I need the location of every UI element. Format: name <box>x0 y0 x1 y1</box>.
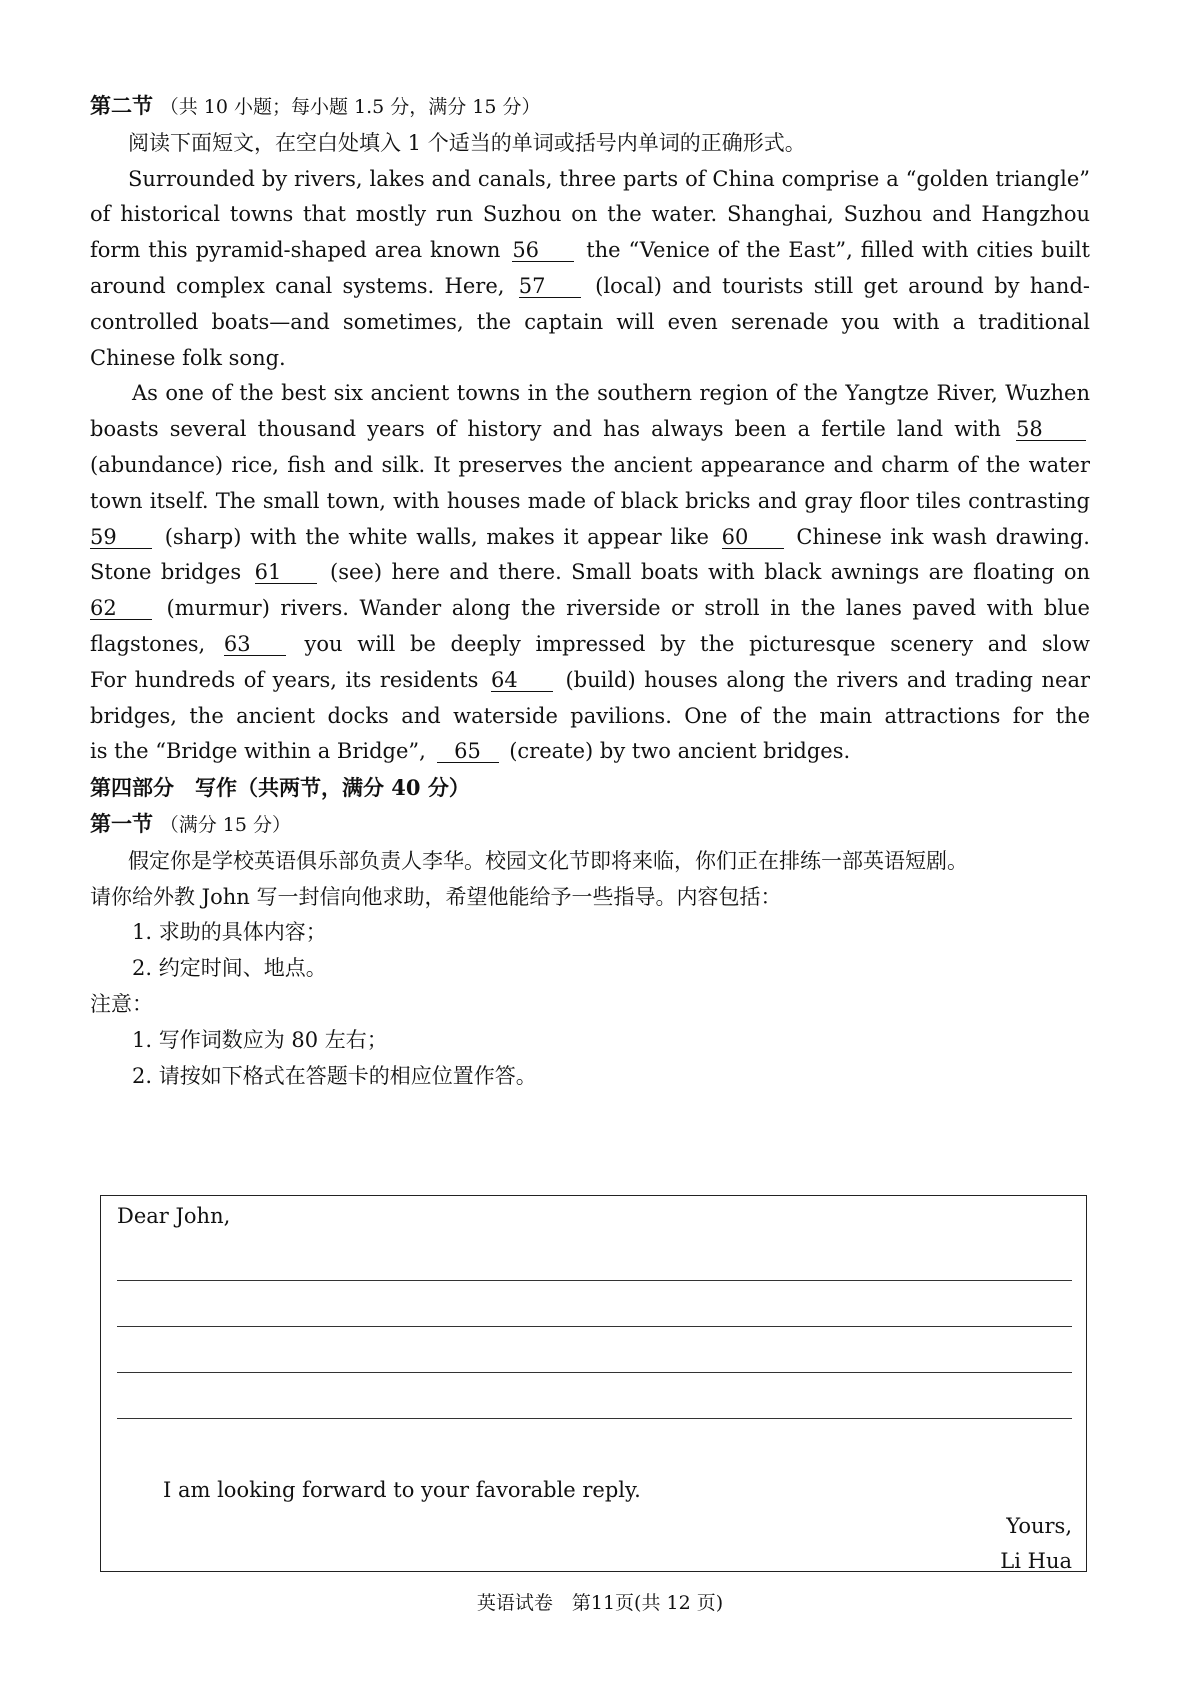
passage-text: (murmur) rivers. Wander along the riverside or stroll in the lanes paved with blue <box>166 596 1090 621</box>
letter-yours: Yours, <box>1006 1514 1072 1538</box>
passage-line: As one of the best six ancient towns in the southern region of the Yangtze River, Wuzhen <box>132 381 1090 406</box>
passage-line: (abundance) rice, fish and silk. It preserves the ancient appearance and charm of the water <box>90 452 1090 477</box>
letter-closing: I am looking forward to your favorable reply. <box>163 1478 641 1502</box>
passage-text: the “Venice of the East”, filled with cities built <box>586 238 1090 263</box>
section2-instruction: 阅读下面短文，在空白处填入 1 个适当的单词或括号内单词的正确形式。 <box>128 130 806 155</box>
passage-line <box>90 269 1090 305</box>
passage-line <box>90 233 1090 269</box>
blank-64: 64 <box>491 669 553 692</box>
blank-62: 62 <box>90 597 152 620</box>
passage-text: you will be deeply impressed by the picturesque scenery and slow <box>304 631 1090 656</box>
part4-section1-heading <box>90 806 1090 844</box>
writing-prompt: 假定你是学校英语俱乐部负责人李华。校园文化节即将来临，你们正在排练一部英语短剧。 <box>128 848 968 873</box>
letter-signature: Li Hua <box>1000 1549 1072 1573</box>
letter-answer-box <box>100 1195 1087 1572</box>
writing-line <box>117 1372 1072 1373</box>
writing-line <box>117 1418 1072 1419</box>
note-title: 注意： <box>90 991 153 1016</box>
note-item: 1. 写作词数应为 80 左右； <box>132 1027 388 1052</box>
passage-text: flagstones, <box>90 631 206 656</box>
note-item: 2. 请按如下格式在答题卡的相应位置作答。 <box>132 1063 537 1088</box>
passage-line: Chinese folk song. <box>90 345 286 370</box>
blank-63: 63 <box>224 633 286 656</box>
writing-line <box>117 1326 1072 1327</box>
writing-prompt: 请你给外教 John 写一封信向他求助，希望他能给予一些指导。内容包括： <box>90 884 782 909</box>
passage-line: controlled boats—and sometimes, the captain will even serenade you with a traditional <box>90 309 1090 334</box>
passage-line <box>90 734 1090 770</box>
passage-text: Stone bridges <box>90 560 242 585</box>
blank-61: 61 <box>255 561 317 584</box>
blank-56: 56 <box>512 239 574 262</box>
passage-line: town itself. The small town, with houses made of black bricks and gray floor tiles contrasting <box>90 488 1090 513</box>
blank-58: 58 <box>1016 418 1086 441</box>
part4-section1-meta: （满分 15 分） <box>159 813 291 836</box>
passage-line <box>90 555 1090 591</box>
section2-heading <box>90 88 1090 126</box>
letter-greeting: Dear John, <box>117 1204 231 1228</box>
passage-text: around complex canal systems. Here, <box>90 273 505 298</box>
section2-meta: （共 10 小题；每小题 1.5 分，满分 15 分） <box>159 96 541 118</box>
passage-text: form this pyramid-shaped area known <box>90 238 501 263</box>
passage-text: Chinese ink wash drawing. <box>796 524 1090 549</box>
passage-text: is the “Bridge within a Bridge”, <box>90 739 426 764</box>
passage-line: Surrounded by rivers, lakes and canals, three parts of China comprise a “golden triangle” <box>128 166 1090 191</box>
passage-line <box>90 627 1090 663</box>
exam-page <box>90 88 1090 1094</box>
passage-line: bridges, the ancient docks and waterside pavilions. One of the main attractions for the <box>90 703 1090 728</box>
passage-text: (sharp) with the white walls, makes it appear like <box>164 524 709 549</box>
blank-59: 59 <box>90 526 152 549</box>
passage-text: (local) and tourists still get around by hand- <box>595 273 1090 298</box>
section2-title: 第二节 <box>90 93 153 118</box>
passage-line <box>90 520 1090 556</box>
passage-text: (create) by two ancient bridges. <box>509 739 851 764</box>
page-footer: 英语试卷 第11页(共 12 页) <box>476 1592 724 1614</box>
part4-title: 第四部分 写作（共两节，满分 40 分） <box>90 775 470 801</box>
passage-text: boasts several thousand years of history and has always been a fertile land with <box>90 417 1001 442</box>
passage-line: of historical towns that mostly run Suzhou on the water. Shanghai, Suzhou and Hangzhou <box>90 202 1090 227</box>
prompt-item: 2. 约定时间、地点。 <box>132 956 327 981</box>
part4-section1-title: 第一节 <box>90 810 153 836</box>
passage-line <box>90 591 1090 627</box>
passage-line <box>90 412 1090 448</box>
writing-line <box>117 1280 1072 1281</box>
passage-text: (build) houses along the rivers and trading near <box>565 667 1090 692</box>
blank-65: 65 <box>437 740 499 763</box>
prompt-item: 1. 求助的具体内容； <box>132 920 327 945</box>
blank-57: 57 <box>519 275 581 298</box>
passage-text: (see) here and there. Small boats with black awnings are floating on <box>330 560 1090 585</box>
passage-line <box>90 663 1090 699</box>
blank-60: 60 <box>722 526 784 549</box>
passage-text: For hundreds of years, its residents <box>90 667 479 692</box>
